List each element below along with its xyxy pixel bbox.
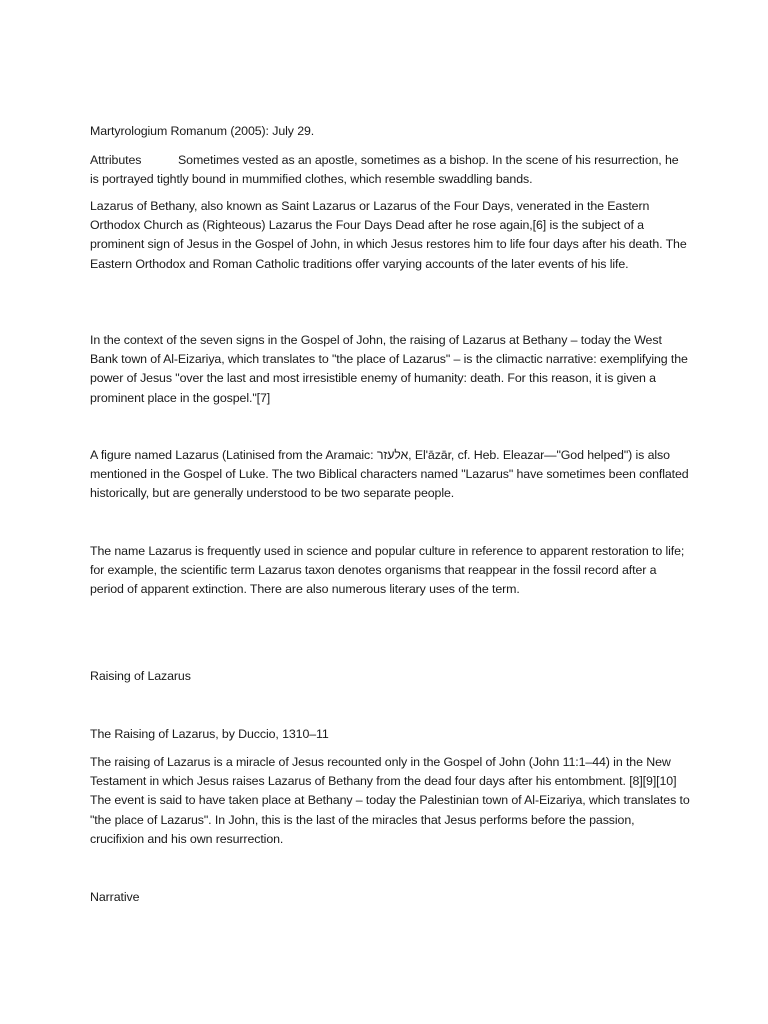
intro-paragraph: Lazarus of Bethany, also known as Saint Lazarus or Lazarus of the Four Days, venerated in the Eastern Orthodox Church as (Righteous) Lazarus the Four Days Dead after he rose again,[6] is the subject of a prominent sign of Jesus in the Gospel of John, in which Jesus restores him to life four days after his death. The Eastern Orthodox and Roman Catholic traditions offer varying accounts of the later events of his life.: [90, 199, 687, 271]
attributes-text: Sometimes vested as an apostle, sometimes as a bishop. In the scene of his resurrection, he is portrayed tightly bound in mummified clothes, which resemble swaddling bands.: [90, 153, 679, 187]
attributes-label: Attributes: [90, 153, 142, 167]
section-heading-narrative: Narrative: [90, 890, 140, 904]
raising-paragraph: The raising of Lazarus is a miracle of Jesus recounted only in the Gospel of John (John 11:1–44) in the New Testament in which Jesus raises Lazarus of Bethany from the dead four days after his entombment. [8][9][10] The event is said to have taken place at Bethany – today the Palestinian town of Al-Eizariya, which translates to "the place of Lazarus". In John, this is the last of the miracles that Jesus performs before the passion, crucifixion and his own resurrection.: [90, 755, 690, 846]
name-origin-paragraph: A figure named Lazarus (Latinised from the Aramaic: אלעזר, El'āzār, cf. Heb. Eleazar—"God helped") is also mentioned in the Gospel of Luke. The two Biblical characters named "Lazarus" have sometimes been conflated historically, but are generally understood to be two separate people.: [90, 448, 689, 501]
attributes-paragraph: [90, 151, 690, 189]
section-heading-raising: Raising of Lazarus: [90, 669, 191, 683]
image-caption: The Raising of Lazarus, by Duccio, 1310–11: [90, 727, 329, 741]
martyrologium-line: Martyrologium Romanum (2005): July 29.: [90, 124, 315, 138]
name-usage-paragraph: The name Lazarus is frequently used in science and popular culture in reference to apparent restoration to life; for example, the scientific term Lazarus taxon denotes organisms that reappear in the fossil record after a period of apparent extinction. There are also numerous literary uses of the term.: [90, 544, 685, 597]
seven-signs-paragraph: In the context of the seven signs in the Gospel of John, the raising of Lazarus at Bethany – today the West Bank town of Al-Eizariya, which translates to "the place of Lazarus" – is the climactic narrative: exemplifying the power of Jesus "over the last and most irresistible enemy of humanity: death. For this reason, it is given a prominent place in the gospel."[7]: [90, 333, 688, 405]
